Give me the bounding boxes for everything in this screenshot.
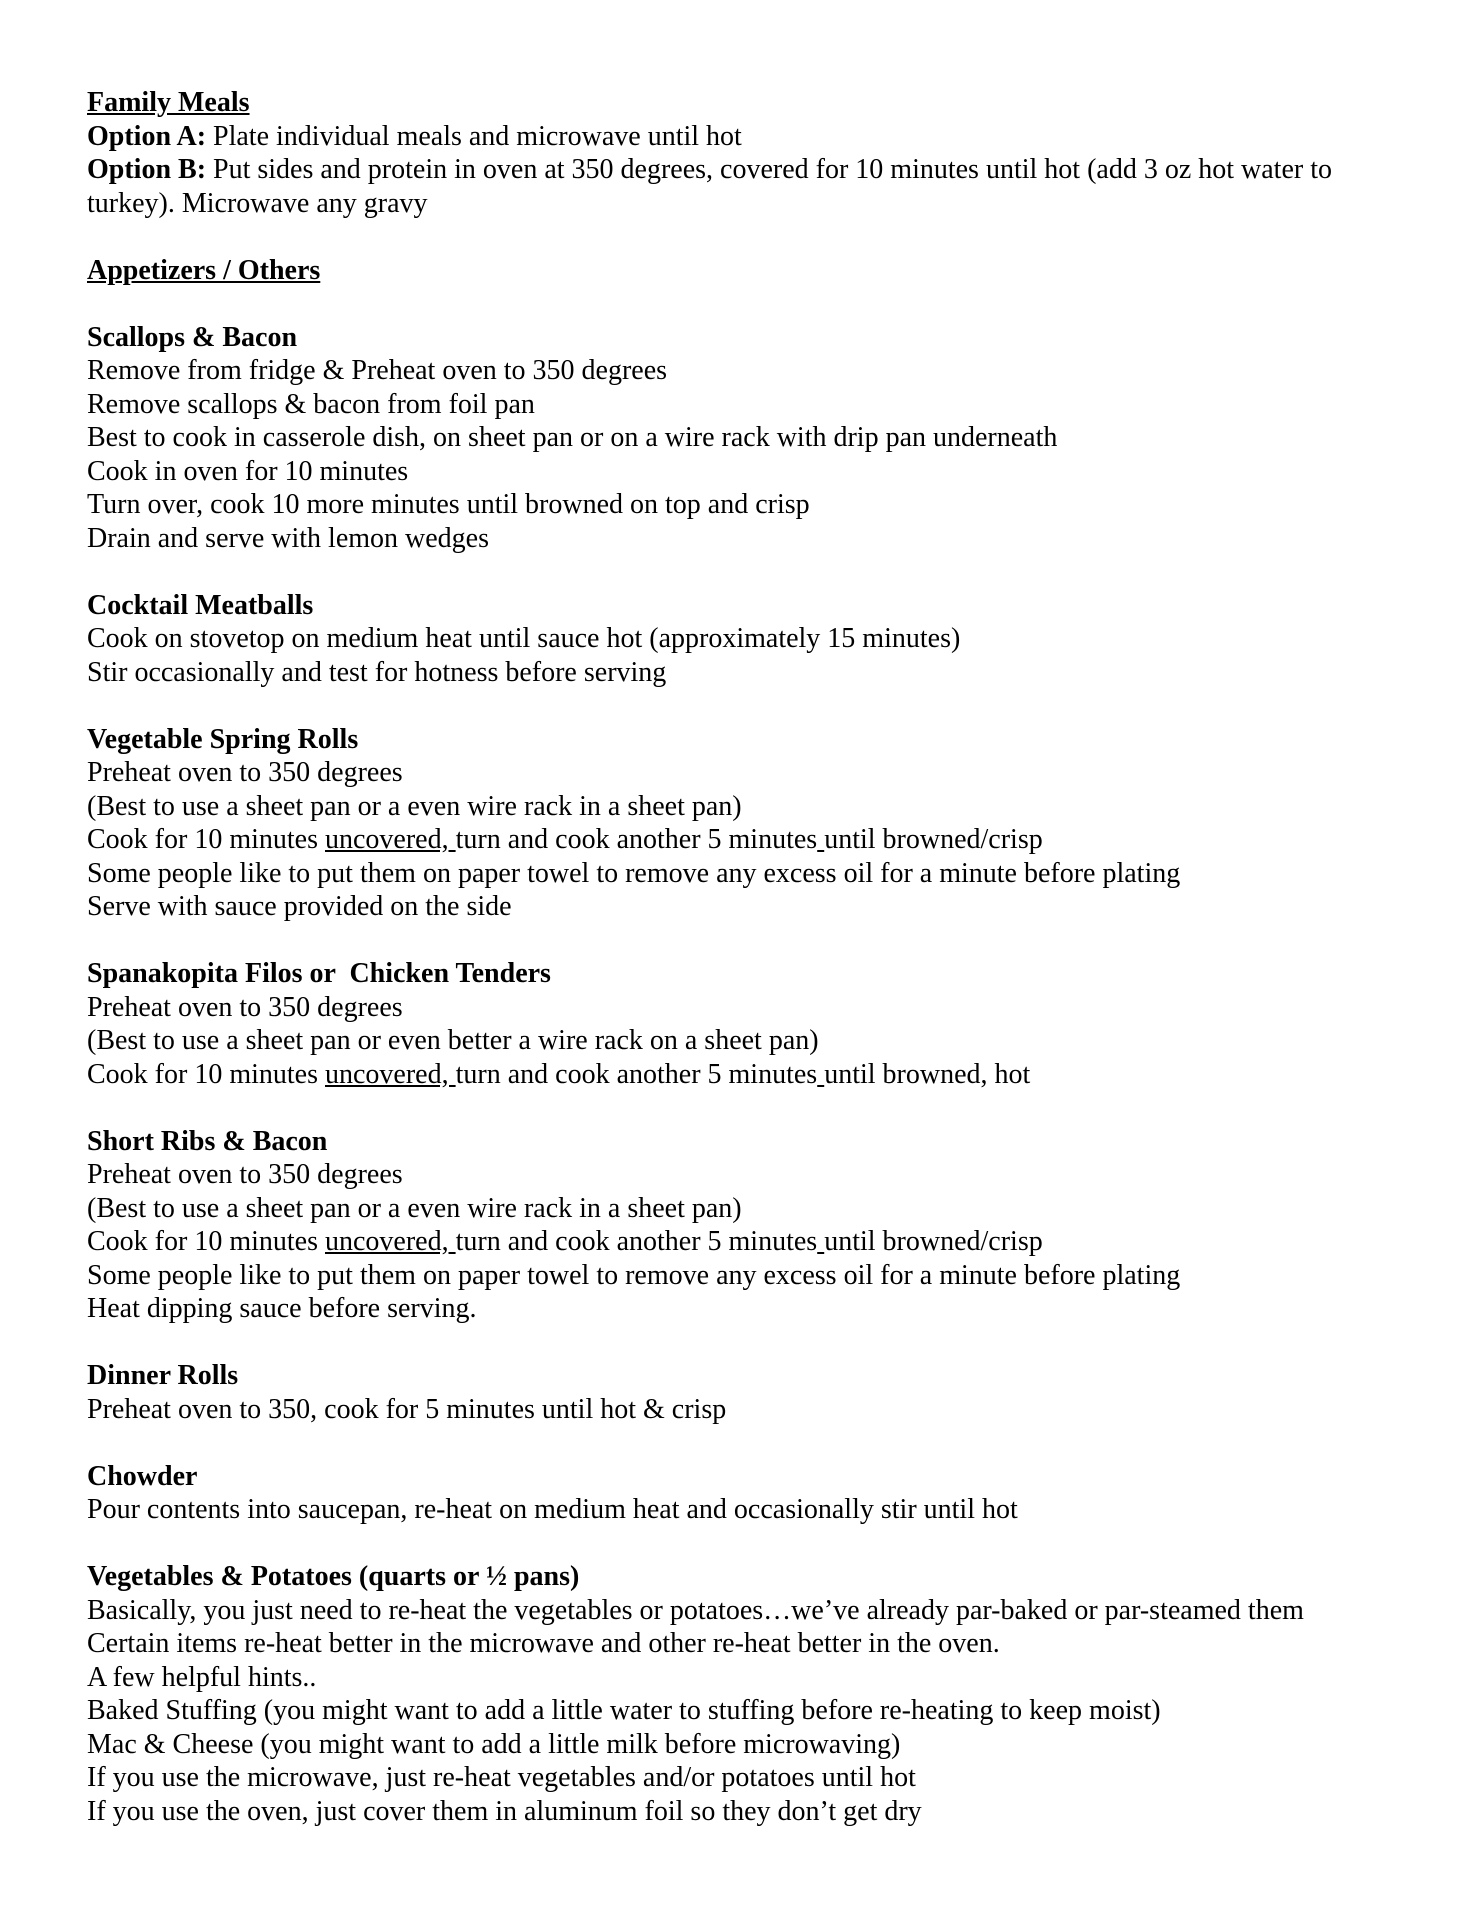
instruction-line: Drain and serve with lemon wedges [87, 522, 489, 554]
cook-instruction-line [87, 1058, 1424, 1092]
meatballs-title: Cocktail Meatballs [87, 589, 314, 621]
instruction-line: If you use the oven, just cover them in aluminum foil so they don’t get dry [87, 1795, 922, 1827]
cook-text: until browned/crisp [824, 1226, 1043, 1257]
instruction-line: (Best to use a sheet pan or even better a wire rack on a sheet pan) [87, 1025, 819, 1056]
option-a-line [87, 120, 1424, 154]
instruction-line: Baked Stuffing (you might want to add a little water to stuffing before re-heating to keep moist) [87, 1695, 1161, 1726]
dinner-rolls-section [87, 1359, 1424, 1426]
spring-rolls-section [87, 723, 1424, 924]
cook-text: turn and cook another 5 minutes [455, 1226, 818, 1257]
instruction-line: Pour contents into saucepan, re-heat on medium heat and occasionally stir until hot [87, 1494, 1018, 1525]
short-ribs-title: Short Ribs & Bacon [87, 1125, 328, 1157]
option-b-line [87, 153, 1424, 220]
uncovered-text: uncovered, [325, 1058, 456, 1090]
meatballs-section [87, 589, 1424, 690]
instruction-line: Turn over, cook 10 more minutes until browned on top and crisp [87, 489, 810, 520]
instruction-line: Some people like to put them on paper towel to remove any excess oil for a minute before plating [87, 1259, 1181, 1291]
instruction-line: Mac & Cheese (you might want to add a little milk before microwaving) [87, 1728, 901, 1760]
veg-potatoes-title: Vegetables & Potatoes (quarts or ½ pans) [87, 1561, 580, 1592]
option-a-text: Plate individual meals and microwave until hot [206, 120, 742, 152]
spring-rolls-title: Vegetable Spring Rolls [87, 723, 359, 755]
instruction-line: If you use the microwave, just re-heat vegetables and/or potatoes until hot [87, 1762, 916, 1793]
appetizers-heading: Appetizers / Others [87, 254, 321, 286]
veg-potatoes-section [87, 1560, 1424, 1828]
option-b-label: Option B: [87, 154, 207, 185]
cook-text: until browned/crisp [824, 824, 1043, 855]
cook-text: turn and cook another 5 minutes [455, 824, 818, 855]
cook-instruction-line [87, 823, 1424, 857]
instruction-line: Preheat oven to 350 degrees [87, 991, 403, 1023]
chowder-section [87, 1460, 1424, 1527]
instruction-line: A few helpful hints.. [87, 1661, 317, 1693]
instruction-line: Basically, you just need to re-heat the vegetables or potatoes…we’ve already par-baked or par-steamed them [87, 1594, 1304, 1626]
instruction-line: Cook on stovetop on medium heat until sauce hot (approximately 15 minutes) [87, 623, 961, 654]
cook-text: Cook for 10 minutes [87, 1226, 325, 1257]
instruction-line: Remove scallops & bacon from foil pan [87, 388, 535, 420]
instruction-line: Some people like to put them on paper towel to remove any excess oil for a minute before plating [87, 857, 1181, 889]
short-ribs-section [87, 1125, 1424, 1326]
scallops-title: Scallops & Bacon [87, 321, 298, 353]
cook-instruction-line [87, 1225, 1424, 1259]
uncovered-text: uncovered, [325, 824, 456, 855]
family-meals-section [87, 86, 1424, 220]
instruction-line: Remove from fridge & Preheat oven to 350 degrees [87, 355, 668, 386]
cook-text: Cook for 10 minutes [87, 824, 325, 855]
instruction-line: Certain items re-heat better in the microwave and other re-heat better in the oven. [87, 1628, 1000, 1659]
instruction-line: Serve with sauce provided on the side [87, 891, 512, 922]
instruction-line: Best to cook in casserole dish, on sheet pan or on a wire rack with drip pan underneath [87, 422, 1058, 453]
option-b-text: Put sides and protein in oven at 350 degrees, covered for 10 minutes until hot (add 3 oz hot water to turkey). Microwave any gravy [87, 154, 1332, 219]
instruction-line: Preheat oven to 350 degrees [87, 757, 403, 788]
instruction-line: Cook in oven for 10 minutes [87, 455, 409, 487]
option-a-label: Option A: [87, 120, 207, 152]
instruction-line: Stir occasionally and test for hotness before serving [87, 656, 667, 688]
chowder-title: Chowder [87, 1460, 198, 1492]
instruction-line: Preheat oven to 350, cook for 5 minutes until hot & crisp [87, 1393, 727, 1425]
cook-text: Cook for 10 minutes [87, 1058, 325, 1090]
uncovered-text: uncovered, [325, 1226, 456, 1257]
instruction-line: (Best to use a sheet pan or a even wire rack in a sheet pan) [87, 790, 742, 822]
instruction-line: Heat dipping sauce before serving. [87, 1293, 477, 1324]
scallops-section [87, 321, 1424, 556]
dinner-rolls-title: Dinner Rolls [87, 1360, 239, 1391]
instruction-line: (Best to use a sheet pan or a even wire rack in a sheet pan) [87, 1192, 742, 1224]
spanakopita-section [87, 957, 1424, 1091]
family-meals-heading: Family Meals [87, 87, 250, 118]
cook-text: until browned, hot [824, 1058, 1031, 1090]
spanakopita-title: Spanakopita Filos or Chicken Tenders [87, 958, 551, 989]
cook-text: turn and cook another 5 minutes [455, 1058, 818, 1090]
instruction-line: Preheat oven to 350 degrees [87, 1159, 403, 1190]
